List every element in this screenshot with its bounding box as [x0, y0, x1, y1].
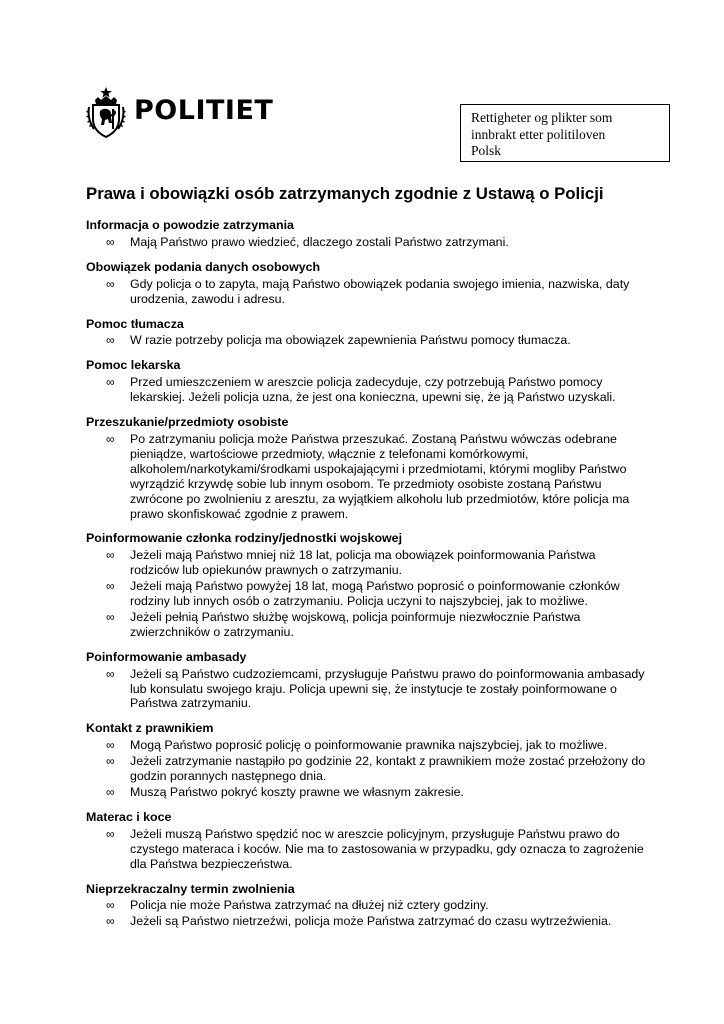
list-item	[86, 610, 646, 640]
list-item	[86, 667, 646, 712]
police-crest-icon	[86, 85, 126, 139]
section	[86, 810, 646, 872]
list-item	[86, 432, 646, 521]
list-item-text: Jeżeli mają Państwo mniej niż 18 lat, policja ma obowiązek poinformowania Państwa rodziców lub opiekunów prawnych o zatrzymaniu.	[130, 548, 596, 578]
infinity-bullet-icon: ∞	[106, 754, 115, 769]
info-box-line: innbrakt etter politiloven	[471, 126, 606, 142]
section	[86, 721, 646, 800]
list-item-text: Jeżeli są Państwo nietrzeźwi, policja może Państwa zatrzymać do czasu wytrzeźwienia.	[130, 914, 612, 929]
document-language-box	[460, 104, 670, 162]
list-item-text: Policja nie może Państwa zatrzymać na dłużej niż cztery godziny.	[130, 898, 489, 913]
section-heading: Poinformowanie członka rodziny/jednostki wojskowej	[86, 531, 403, 546]
list-item-text: W razie potrzeby policja ma obowiązek zapewnienia Państwu pomocy tłumacza.	[130, 333, 571, 348]
list-item-text: Jeżeli pełnią Państwo służbę wojskową, policja poinformuje niezwłocznie Państwa zwierzchników o zatrzymaniu.	[130, 609, 581, 639]
infinity-bullet-icon: ∞	[106, 579, 115, 594]
infinity-bullet-icon: ∞	[106, 609, 115, 624]
section	[86, 358, 646, 405]
list-item-text: Jeżeli zatrzymanie nastąpiło po godzinie 22, kontakt z prawnikiem może zostać przełożony do godzin porannych następnego dnia.	[130, 754, 646, 784]
list-item	[86, 914, 646, 929]
section	[86, 882, 646, 930]
list-item	[86, 333, 646, 348]
bullet-list	[86, 333, 646, 348]
info-box-line: Rettigheter og plikter som	[471, 110, 613, 125]
list-item	[86, 579, 646, 609]
list-item	[86, 785, 646, 800]
list-item-text: Po zatrzymaniu policja może Państwa przeszukać. Zostaną Państwu wówczas odebrane pieniądze, wartościowe przedmioty, włącznie z telefonami komórkowymi, alkoholem/narkotykami/środkami uspokajającymi i przedmiotami, którymi mogliby Państwo wyrządzić krzywdę sobie lub innym osobom. Te przedmioty osobiste zostaną Państwu zwrócone po zwolnieniu z aresztu, za wyjątkiem alkoholu lub przedmiotów, które policja ma prawo skonfiskować zgodnie z prawem.	[130, 431, 630, 521]
list-item	[86, 235, 646, 250]
infinity-bullet-icon: ∞	[106, 666, 115, 681]
section-heading: Pomoc tłumacza	[86, 316, 184, 331]
section	[86, 260, 646, 307]
list-item-text: Jeżeli są Państwo cudzoziemcami, przysługuje Państwu prawo do poinformowania ambasady lub konsulatu swojego kraju. Policja upewni się, że instytucje te zostały poinformowane o Państwa zatrzymaniu.	[130, 666, 645, 711]
document-body	[86, 218, 646, 939]
section-heading: Nieprzekraczalny termin zwolnienia	[86, 881, 295, 896]
list-item	[86, 375, 646, 405]
infinity-bullet-icon: ∞	[106, 785, 115, 799]
infinity-bullet-icon: ∞	[106, 431, 115, 446]
section	[86, 650, 646, 712]
list-item	[86, 548, 646, 578]
logo-text: POLITIET	[134, 94, 274, 126]
infinity-bullet-icon: ∞	[106, 548, 115, 563]
list-item-text: Jeżeli muszą Państwo spędzić noc w areszcie policyjnym, przysługuje Państwu prawo do czystego materaca i koców. Nie ma to zastosowania w przypadku, gdy oznacza to zagrożenie dla Państwa bezpieczeństwa.	[130, 826, 644, 871]
section-heading: Materac i koce	[86, 809, 172, 824]
list-item-text: Przed umieszczeniem w areszcie policja zadecyduje, czy potrzebują Państwo pomocy lekarskiej. Jeżeli policja uzna, że jest ona konieczna, upewni się, że ją Państwo uzyskali.	[130, 375, 616, 405]
list-item	[86, 738, 646, 753]
section	[86, 531, 646, 639]
infinity-bullet-icon: ∞	[106, 826, 115, 841]
infinity-bullet-icon: ∞	[106, 898, 115, 913]
infinity-bullet-icon: ∞	[106, 738, 115, 753]
list-item	[86, 898, 646, 913]
section	[86, 317, 646, 349]
section-heading: Poinformowanie ambasady	[86, 649, 247, 664]
list-item-text: Mają Państwo prawo wiedzieć, dlaczego zostali Państwo zatrzymani.	[130, 234, 509, 249]
page-title: Prawa i obowiązki osób zatrzymanych zgodnie z Ustawą o Policji	[86, 184, 604, 203]
list-item	[86, 827, 646, 872]
list-item-text: Mogą Państwo poprosić policję o poinformowanie prawnika najszybciej, jak to możliwe.	[130, 738, 608, 753]
section-heading: Informacja o powodzie zatrzymania	[86, 218, 294, 232]
list-item	[86, 277, 646, 307]
politiet-logo	[86, 85, 273, 139]
bullet-list	[86, 375, 646, 405]
infinity-bullet-icon: ∞	[106, 914, 115, 929]
list-item	[86, 754, 646, 784]
section	[86, 415, 646, 521]
infinity-bullet-icon: ∞	[106, 375, 115, 390]
infinity-bullet-icon: ∞	[106, 333, 115, 348]
bullet-list	[86, 827, 646, 872]
bullet-list	[86, 277, 646, 307]
info-box-line: Polsk	[471, 143, 502, 158]
list-item-text: Jeżeli mają Państwo powyżej 18 lat, mogą Państwo poprosić o poinformowanie członków rodziny lub innych osób o zatrzymaniu. Policja uczyni to najszybciej, jak to możliwe.	[130, 579, 620, 609]
section-heading: Obowiązek podania danych osobowych	[86, 259, 321, 274]
section-heading: Pomoc lekarska	[86, 358, 181, 373]
bullet-list	[86, 667, 646, 712]
list-item-text: Gdy policja o to zapyta, mają Państwo obowiązek podania swojego imienia, nazwiska, daty urodzenia, zawodu i adresu.	[130, 276, 630, 306]
list-item-text: Muszą Państwo pokryć koszty prawne we własnym zakresie.	[130, 785, 464, 799]
infinity-bullet-icon: ∞	[106, 276, 115, 291]
bullet-list	[86, 738, 646, 800]
bullet-list	[86, 432, 646, 521]
bullet-list	[86, 898, 646, 929]
section	[86, 218, 646, 250]
bullet-list	[86, 548, 646, 639]
section-heading: Kontakt z prawnikiem	[86, 721, 214, 736]
infinity-bullet-icon: ∞	[106, 234, 115, 249]
section-heading: Przeszukanie/przedmioty osobiste	[86, 415, 289, 430]
bullet-list	[86, 235, 646, 250]
